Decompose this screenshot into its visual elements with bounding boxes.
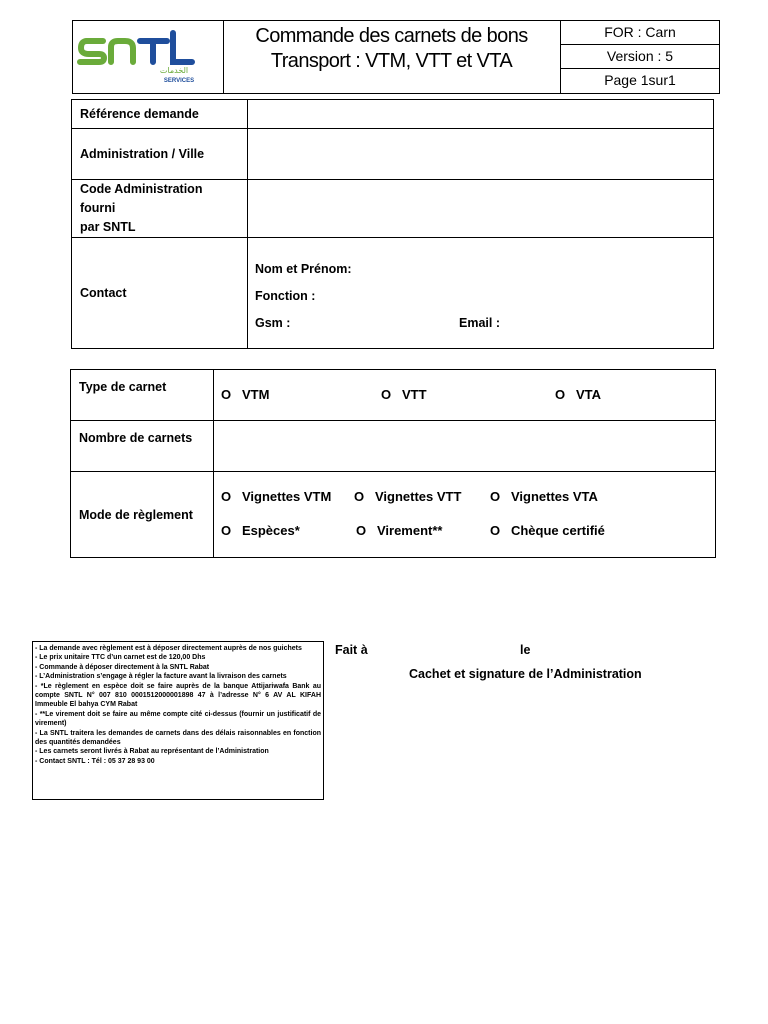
option-cheque[interactable] — [490, 523, 605, 538]
option-vignettes-vtt-label: Vignettes VTT — [374, 489, 462, 504]
option-vignettes-vta-label: Vignettes VTA — [510, 489, 598, 504]
radio-vignettes-vtm-icon: O — [221, 489, 232, 504]
option-vignettes-vta[interactable] — [490, 489, 598, 504]
logo-arabic-text: الخدمات — [159, 66, 189, 75]
option-vignettes-vtm-label: Vignettes VTM — [241, 489, 332, 504]
for-label: FOR : Carn — [561, 21, 719, 45]
title-line-1: Commande des carnets de bons — [255, 25, 528, 47]
type-options — [214, 370, 716, 421]
document-header — [72, 20, 720, 94]
option-vtm-label: VTM — [241, 387, 270, 402]
document-title — [223, 21, 561, 93]
note-item: - *Le règlement en espèce doit se faire auprès de la banque Attijariwafa Bank au compte SNTL N° 007 810 0001512000001898 47 à l’adresse N° 6 AV AL KIFAH Immeuble El bahya CYM Rabat — [35, 682, 321, 709]
note-item: - L’Administration s’engage à régler la facture avant la livraison des carnets — [35, 673, 287, 681]
code-label-line-2: par SNTL — [80, 220, 136, 234]
radio-vta-icon: O — [555, 387, 566, 402]
option-vta[interactable] — [555, 387, 601, 402]
admin-label: Administration / Ville — [72, 129, 248, 180]
cachet-label: Cachet et signature de l’Administration — [409, 667, 642, 681]
gsm-email-row — [255, 310, 705, 337]
page-label: Page 1sur1 — [604, 72, 676, 88]
le-label: le — [520, 643, 531, 657]
note-item: - La demande avec règlement est à déposer directement auprès de nos guichets — [35, 645, 302, 652]
radio-cheque-icon: O — [490, 523, 501, 538]
mode-options — [214, 472, 716, 558]
option-vtt-label: VTT — [401, 387, 427, 402]
notes-box — [32, 641, 324, 800]
note-item: - Contact SNTL : Tél : 05 37 28 93 00 — [35, 757, 155, 765]
fonction-label: Fonction : — [255, 289, 316, 303]
gsm-label: Gsm : — [255, 316, 291, 330]
admin-field[interactable] — [248, 129, 714, 180]
option-especes-label: Espèces* — [241, 523, 300, 538]
radio-vignettes-vta-icon: O — [490, 489, 501, 504]
logo-cell — [73, 21, 224, 93]
radio-vtm-icon: O — [221, 387, 232, 402]
mode-label: Mode de règlement — [71, 472, 214, 558]
radio-vtt-icon: O — [381, 387, 392, 402]
note-item: - La SNTL traitera les demandes de carnets dans des délais raisonnables en fonction des quantités demandées — [35, 729, 321, 747]
radio-virement-icon: O — [356, 523, 367, 538]
radio-vignettes-vtt-icon: O — [354, 489, 365, 504]
fait-a-label: Fait à — [335, 643, 368, 657]
request-info-table — [71, 99, 714, 349]
email-label: Email : — [459, 316, 500, 330]
order-details-table — [70, 369, 716, 558]
radio-especes-icon: O — [221, 523, 232, 538]
reference-label: Référence demande — [72, 100, 248, 129]
option-vtt[interactable] — [381, 387, 427, 402]
note-item: - Commande à déposer directement à la SNTL Rabat — [35, 663, 210, 671]
logo-services-text: SERVICES — [163, 78, 195, 84]
title-line-2: Transport : VTM, VTT et VTA — [270, 50, 513, 72]
note-item: - Les carnets seront livrés à Rabat au représentant de l’Administration — [35, 748, 269, 756]
option-especes[interactable] — [221, 523, 300, 538]
option-vtm[interactable] — [221, 387, 269, 402]
document-meta — [561, 21, 719, 93]
code-label — [72, 180, 248, 238]
note-item: - Le prix unitaire TTC d’un carnet est de 120,00 Dhs — [35, 654, 206, 662]
version-label: Version : 5 — [561, 45, 719, 69]
sntl-logo-letters — [80, 33, 192, 62]
option-vta-label: VTA — [575, 387, 602, 402]
contact-label: Contact — [72, 238, 248, 349]
code-field[interactable] — [248, 180, 714, 238]
nombre-label: Nombre de carnets — [71, 421, 214, 472]
note-item: - **Le virement doit se faire au même compte cité ci-dessus (fournir un justificatif de virement) — [35, 710, 321, 728]
type-label: Type de carnet — [71, 370, 214, 421]
sntl-logo — [73, 21, 223, 93]
code-label-line-1: Code Administration fourni — [80, 182, 203, 215]
nom-label: Nom et Prénom: — [255, 262, 352, 276]
nombre-field[interactable] — [214, 421, 716, 472]
option-vignettes-vtt[interactable] — [354, 489, 461, 504]
reference-field[interactable] — [248, 100, 714, 129]
option-virement-label: Virement** — [376, 523, 443, 538]
option-cheque-label: Chèque certifié — [510, 523, 605, 538]
option-vignettes-vtm[interactable] — [221, 489, 331, 504]
contact-field[interactable] — [248, 238, 714, 349]
option-virement[interactable] — [356, 523, 442, 538]
